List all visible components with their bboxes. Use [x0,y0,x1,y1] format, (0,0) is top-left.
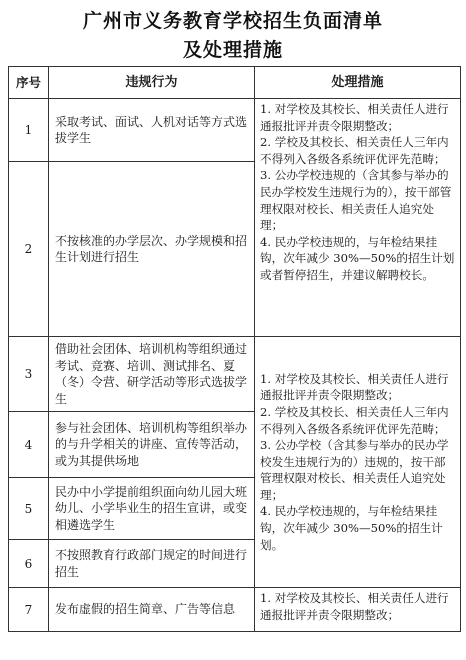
row-num: 6 [9,540,49,588]
row-num: 3 [9,337,49,412]
row-violation: 采取考试、面试、人机对话等方式选拔学生 [49,99,255,162]
row-violation: 不按核准的办学层次、办学规模和招生计划进行招生 [49,162,255,337]
measure-item: 3. 公办学校违规的（含其参与举办的民办学校发生违规行为的），按干部管理权限对校长、相关责任人追究处理； [260,168,452,233]
table-row [9,99,461,162]
row-violation: 借助社会团体、培训机构等组织通过考试、竞赛、培训、测试排名、夏（冬）令营、研学活动等形式选拔学生 [49,337,255,412]
table-row [9,588,461,632]
measure-item: 1. 对学校及其校长、相关责任人进行通报批评并责令限期整改； [260,102,449,133]
measure-item: 4. 民办学校违规的，与年检结果挂钩，次年减少 30%—50%的招生计划。 [260,504,443,552]
table-row [9,337,461,412]
measure-item: 2. 学校及其校长、相关责任人三年内不得列入各级各系统评优评先范畴； [260,135,449,166]
header-measures: 处理措施 [255,67,461,99]
row-num: 7 [9,588,49,632]
document-subtitle: 及处理措施 [182,39,283,61]
table-header-row [9,67,461,99]
row-num: 5 [9,478,49,540]
measure-item: 1. 对学校及其校长、相关责任人进行通报批评并责令限期整改； [260,371,449,403]
document-title: 广州市义务教育学校招生负面清单 [82,10,383,32]
measures-cell-group-a [255,99,461,337]
row-violation: 参与社会团体、培训机构等组织举办的与升学相关的讲座、宣传等活动，或为其提供场地 [49,412,255,478]
row-num: 1 [9,99,49,162]
measures-cell-group-c [255,588,461,632]
row-violation: 不按照教育行政部门规定的时间进行招生 [49,540,255,588]
measure-item: 1. 对学校及其校长、相关责任人进行通报批评并责令限期整改； [260,591,449,622]
header-violation: 违规行为 [49,67,255,99]
row-num: 4 [9,412,49,478]
negative-list-table [8,66,461,632]
measure-item: 2. 学校及其校长、相关责任人三年内不得列入各级各系统评优评先范畴； [260,404,449,436]
row-num: 2 [9,162,49,337]
header-num: 序号 [9,67,49,99]
measures-cell-group-b [255,337,461,588]
row-violation: 发布虚假的招生简章、广告等信息 [49,588,255,632]
measure-item: 3. 公办学校（含其参与举办的民办学校发生违规行为的）违规的，按干部管理权限对校长、相关责任人追究处理； [260,438,449,502]
row-violation: 民办中小学提前组织面向幼儿园大班幼儿、小学毕业生的招生宣讲，或变相遴选学生 [49,478,255,540]
measure-item: 4. 民办学校违规的，与年检结果挂钩，次年减少 30%—50%的招生计划或者暂停招生，并建议解聘校长。 [260,234,455,282]
